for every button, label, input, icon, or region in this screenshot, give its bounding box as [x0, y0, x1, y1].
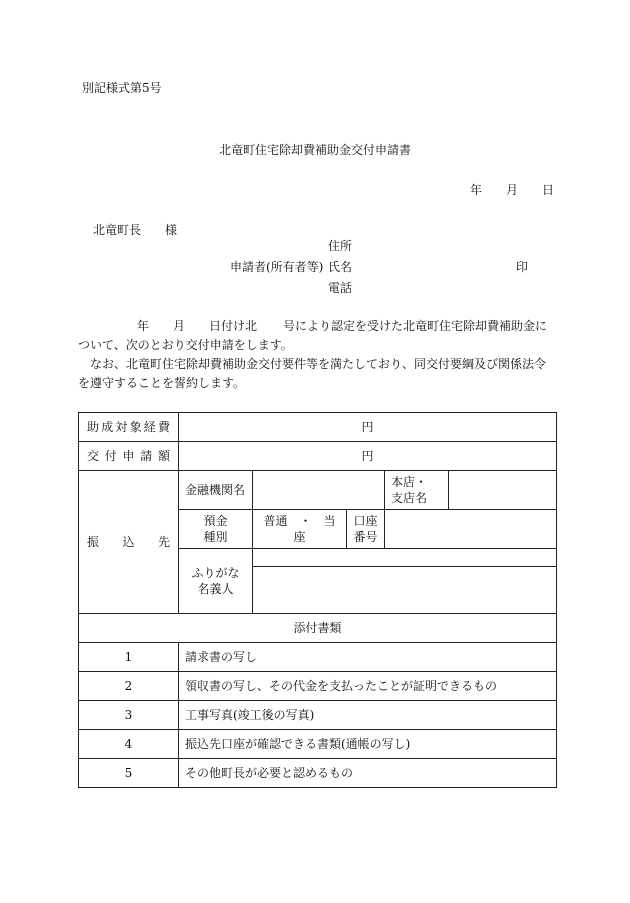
- addressee: 北竜町長 様: [93, 223, 178, 237]
- applicant-role-label: 申請者(所有者等): [230, 260, 324, 274]
- attachment-row: [79, 730, 557, 759]
- account-number-label-line2: 番号: [353, 530, 378, 544]
- attachment-number: 4: [79, 730, 179, 759]
- branch-label-line2: 支店名: [391, 491, 428, 505]
- account-holder-field[interactable]: [253, 567, 557, 614]
- branch-field[interactable]: [449, 471, 557, 510]
- attachment-row: [79, 643, 557, 672]
- ref-rest: 号により認定を受けた北竜町住宅除却費補助金に: [283, 319, 548, 333]
- attachments-header: 添付書類: [79, 614, 557, 643]
- ref-day: 日付け北: [209, 319, 258, 333]
- attachment-text: 工事写真(竣工後の写真): [179, 701, 557, 730]
- branch-label-line1: 本店・: [391, 475, 428, 489]
- date-year: 年: [470, 183, 483, 197]
- deposit-type-label: [179, 510, 253, 549]
- branch-label: [385, 471, 449, 510]
- bank-name-field[interactable]: [253, 471, 385, 510]
- attachment-text: 振込先口座が確認できる書類(通帳の写し): [179, 730, 557, 759]
- paragraph1-line2: ついて、次のとおり交付申請をします。: [78, 338, 293, 352]
- attachment-number: 2: [79, 672, 179, 701]
- application-table: [78, 412, 557, 788]
- attachment-text: 領収書の写し、その代金を支払ったことが証明できるもの: [179, 672, 557, 701]
- attachment-number: 1: [79, 643, 179, 672]
- phone-label: 電話: [328, 281, 353, 295]
- account-number-label: [347, 510, 385, 549]
- ref-month: 月: [173, 319, 186, 333]
- address-label: 住所: [328, 239, 353, 253]
- seal-mark: 印: [516, 260, 529, 274]
- grant-amount-unit: 円: [361, 449, 374, 463]
- paragraph2-line2: を遵守することを誓約します。: [78, 376, 246, 390]
- furigana-label: ふりがな: [191, 566, 240, 580]
- transfer-label: 振込先: [79, 471, 179, 614]
- document-title: 北竜町住宅除却費補助金交付申請書: [218, 143, 411, 157]
- attachment-number: 3: [79, 701, 179, 730]
- form-number: 別記様式第5号: [82, 81, 162, 95]
- subsidy-cost-field[interactable]: [179, 413, 557, 442]
- attachment-row: [79, 672, 557, 701]
- date-day: 日: [542, 183, 555, 197]
- subsidy-cost-label: 助成対象経費: [79, 413, 179, 442]
- ref-year: 年: [137, 319, 150, 333]
- bank-name-label: 金融機関名: [179, 471, 253, 510]
- account-holder-label: [179, 549, 253, 614]
- deposit-type-field[interactable]: 普通 ・ 当座: [253, 510, 347, 549]
- holder-label: 名義人: [197, 582, 234, 596]
- furigana-field[interactable]: [253, 549, 557, 567]
- deposit-type-label-line2: 種別: [203, 530, 228, 544]
- paragraph2-line1: なお、北竜町住宅除却費補助金交付要件等を満たしており、同交付要綱及び関係法令: [90, 357, 547, 371]
- account-number-field[interactable]: [385, 510, 557, 549]
- attachment-text: 請求書の写し: [179, 643, 557, 672]
- deposit-type-label-line1: 預金: [203, 514, 228, 528]
- name-label: 氏名: [328, 260, 353, 274]
- account-number-label-line1: 口座: [353, 514, 378, 528]
- grant-amount-field[interactable]: [179, 442, 557, 471]
- date-month: 月: [506, 183, 519, 197]
- attachment-row: [79, 701, 557, 730]
- attachment-text: その他町長が必要と認めるもの: [179, 759, 557, 788]
- subsidy-cost-unit: 円: [361, 420, 374, 434]
- grant-amount-label: 交付申請額: [79, 442, 179, 471]
- attachment-row: [79, 759, 557, 788]
- attachment-number: 5: [79, 759, 179, 788]
